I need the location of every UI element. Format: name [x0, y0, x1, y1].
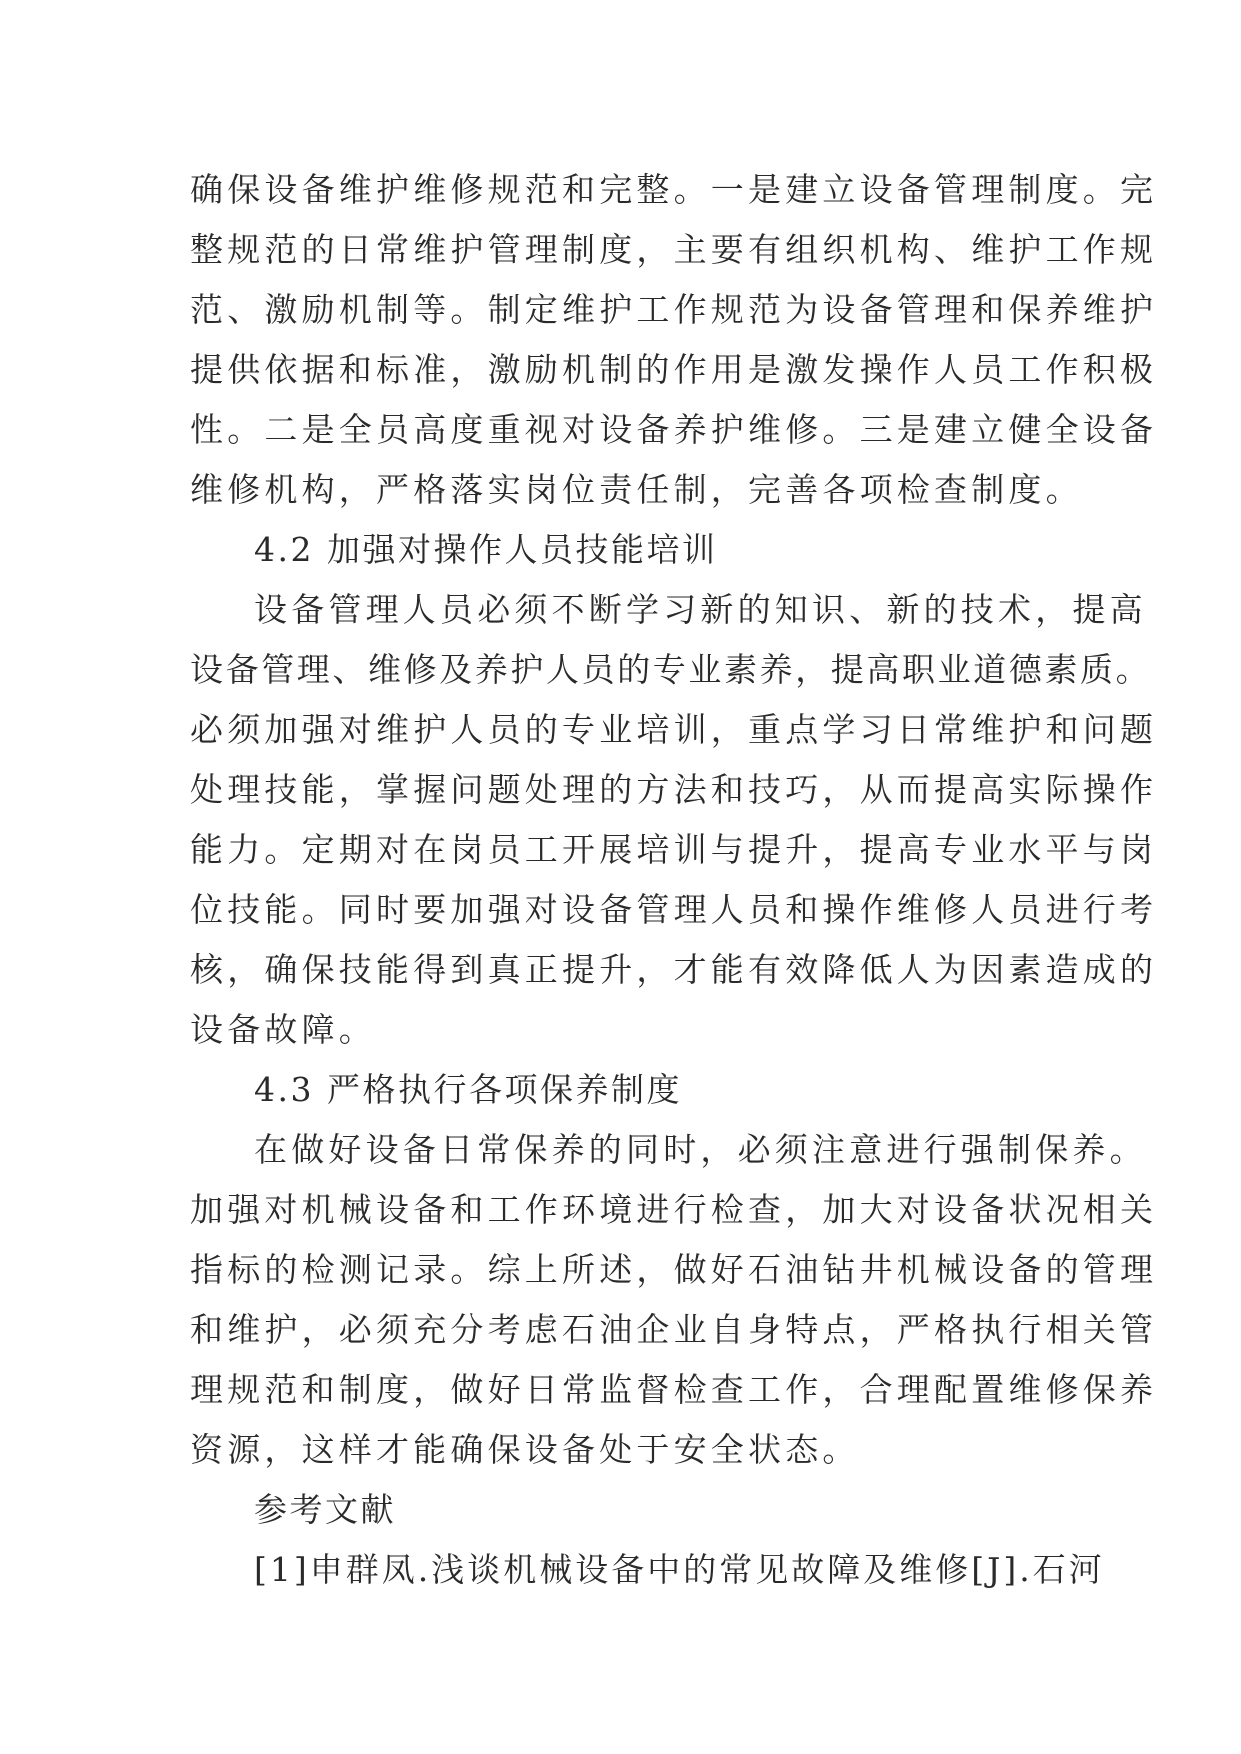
- text-line: 加强对机械设备和工作环境进行检查，加大对设备状况相关: [190, 1190, 1158, 1229]
- text-line: 提供依据和标准，激励机制的作用是激发操作人员工作积极: [190, 350, 1158, 389]
- text-line: 在做好设备日常保养的同时，必须注意进行强制保养。: [254, 1130, 1147, 1169]
- section-heading-4-3: 4.3 严格执行各项保养制度: [254, 1070, 682, 1109]
- text-line: 确保设备维护维修规范和完整。一是建立设备管理制度。完: [190, 170, 1158, 209]
- text-line: 和维护，必须充分考虑石油企业自身特点，严格执行相关管: [190, 1310, 1158, 1349]
- text-line: 性。二是全员高度重视对设备养护维修。三是建立健全设备: [190, 410, 1158, 449]
- section-heading-4-2: 4.2 加强对操作人员技能培训: [254, 530, 718, 569]
- reference-item: [1]申群凤.浅谈机械设备中的常见故障及维修[J].石河: [254, 1550, 1105, 1589]
- document-body: [190, 160, 1158, 1600]
- text-line: 核，确保技能得到真正提升，才能有效降低人为因素造成的: [190, 950, 1158, 989]
- text-line: 资源，这样才能确保设备处于安全状态。: [190, 1430, 860, 1469]
- text-line: 整规范的日常维护管理制度，主要有组织机构、维护工作规: [190, 230, 1158, 269]
- text-line: 范、激励机制等。制定维护工作规范为设备管理和保养维护: [190, 290, 1158, 329]
- text-line: 设备管理、维修及养护人员的专业素养，提高职业道德素质。: [190, 650, 1152, 689]
- text-line: 设备故障。: [190, 1010, 376, 1049]
- text-line: 理规范和制度，做好日常监督检查工作，合理配置维修保养: [190, 1370, 1158, 1409]
- text-line: 能力。定期对在岗员工开展培训与提升，提高专业水平与岗: [190, 830, 1158, 869]
- text-line: 位技能。同时要加强对设备管理人员和操作维修人员进行考: [190, 890, 1158, 929]
- text-line: 指标的检测记录。综上所述，做好石油钻井机械设备的管理: [190, 1250, 1158, 1289]
- text-line: 维修机构，严格落实岗位责任制，完善各项检查制度。: [190, 470, 1083, 509]
- references-heading: 参考文献: [254, 1490, 396, 1529]
- text-line: 必须加强对维护人员的专业培训，重点学习日常维护和问题: [190, 710, 1158, 749]
- text-line: 设备管理人员必须不断学习新的知识、新的技术，提高: [254, 590, 1147, 629]
- text-line: 处理技能，掌握问题处理的方法和技巧，从而提高实际操作: [190, 770, 1158, 809]
